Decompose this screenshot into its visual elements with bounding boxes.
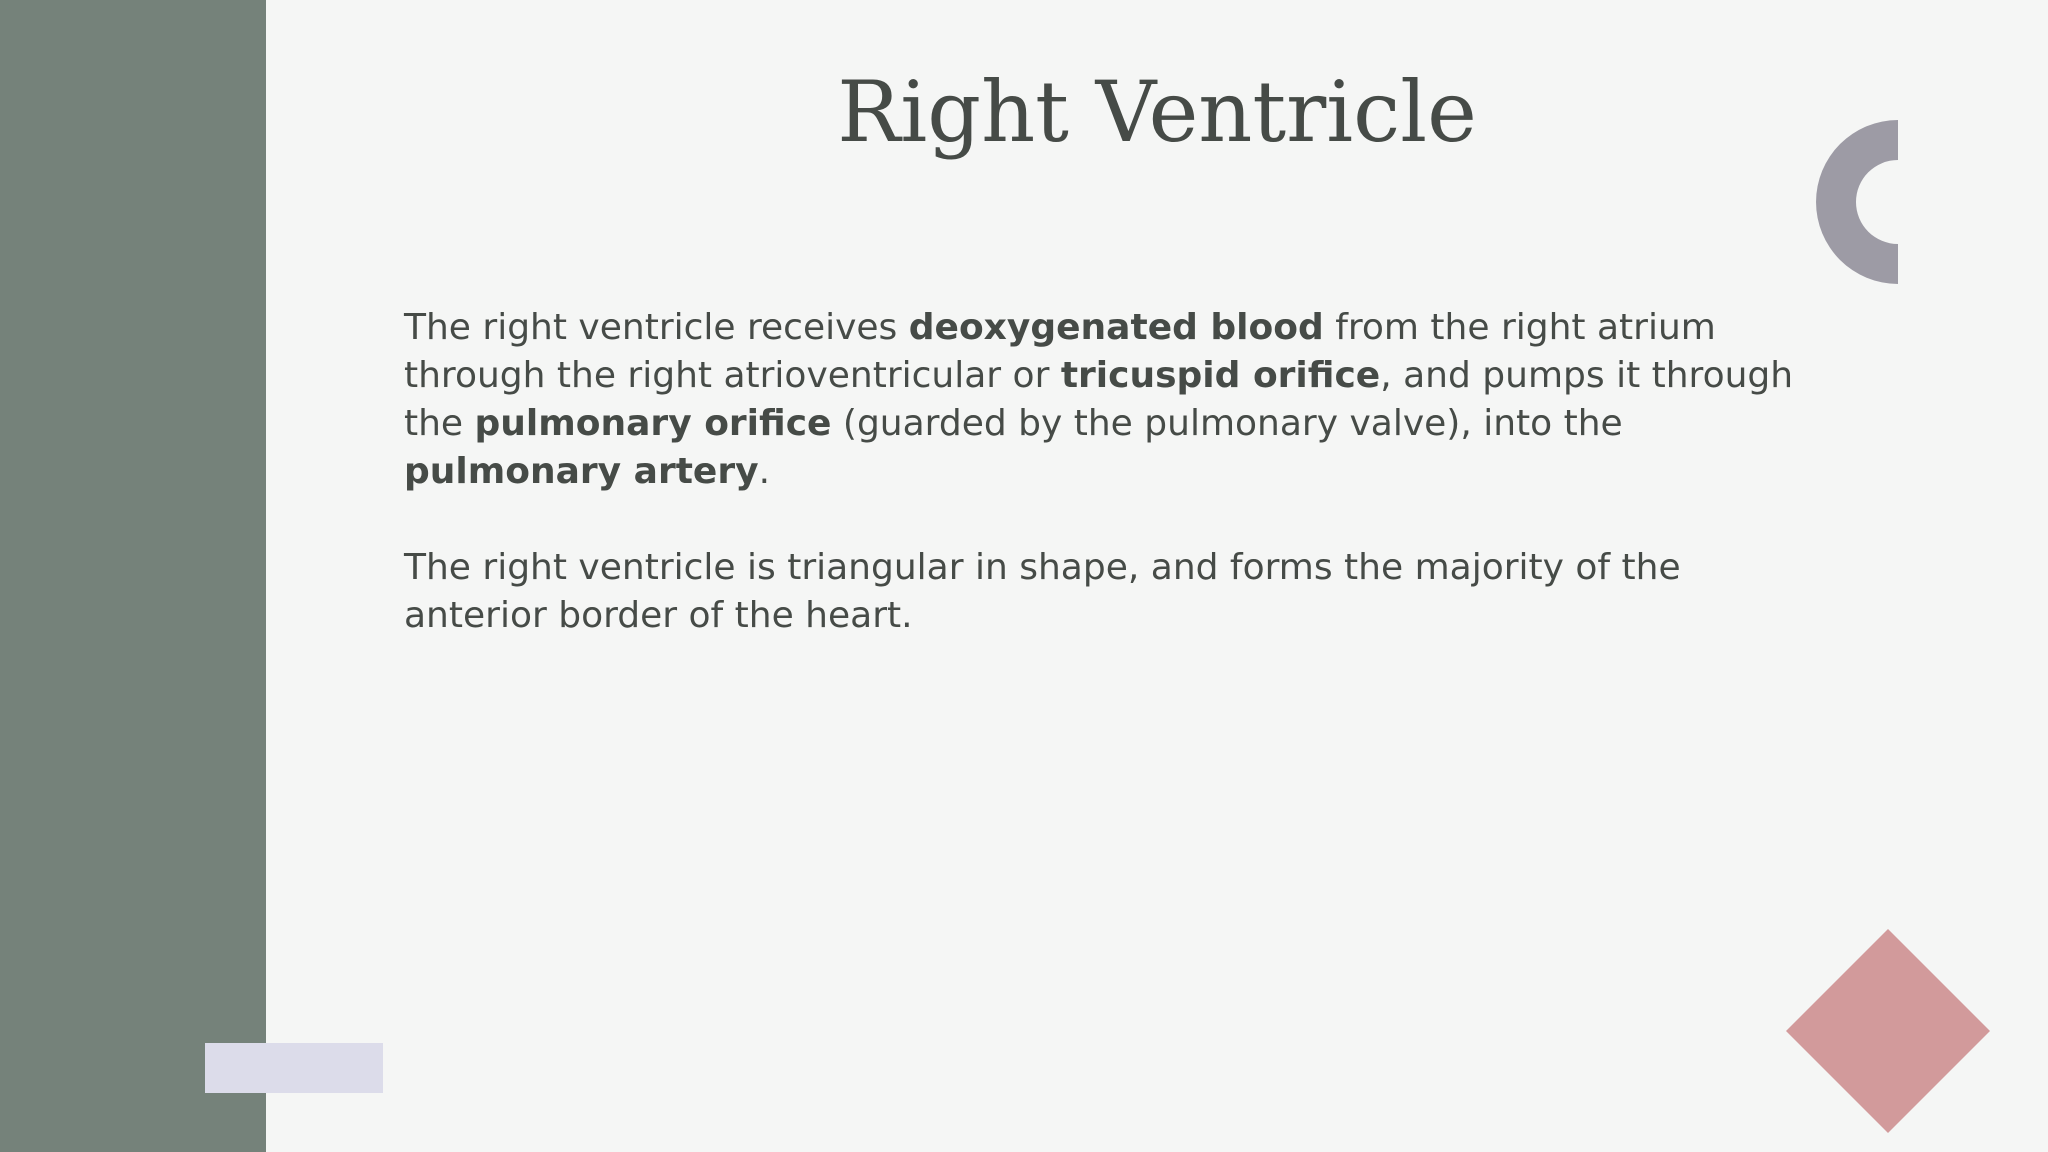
slide-title: Right Ventricle	[837, 63, 1477, 161]
text-run: from the right atrium through the right atrioventricular or	[404, 307, 1716, 396]
diamond-decoration	[1786, 929, 1990, 1133]
slide-body	[404, 304, 1804, 688]
accent-bar	[205, 1043, 383, 1093]
sidebar-panel	[0, 0, 266, 1152]
text-run: , and pumps it through the	[404, 355, 1794, 444]
paragraph-2: The right ventricle is triangular in shape, and forms the majority of the anterior border of the heart.	[404, 547, 1681, 636]
bold-term-deoxygenated-blood: deoxygenated blood	[908, 307, 1324, 348]
bold-term-pulmonary-orifice: pulmonary orifice	[474, 403, 832, 444]
paragraph-1	[404, 304, 1804, 496]
text-run: (guarded by the pulmonary valve), into the	[831, 403, 1623, 444]
bold-term-pulmonary-artery: pulmonary artery	[404, 451, 759, 492]
text-run: .	[758, 451, 771, 492]
text-run: The right ventricle receives	[404, 307, 909, 348]
bold-term-tricuspid-orifice: tricuspid orifice	[1060, 355, 1381, 396]
